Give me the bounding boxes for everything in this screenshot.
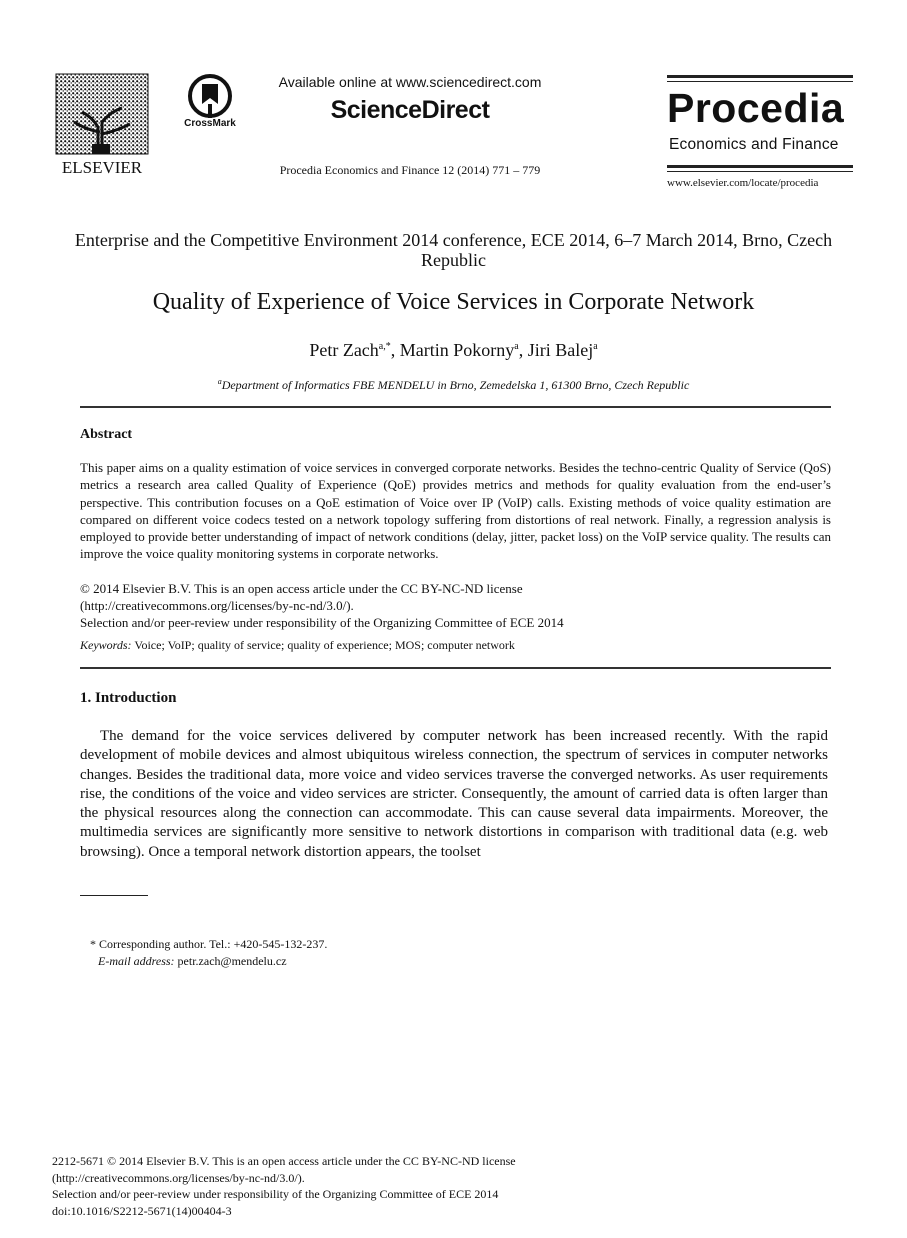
email-label: E-mail address: <box>98 954 175 968</box>
license-block <box>80 580 831 631</box>
conference-line: Enterprise and the Competitive Environment 2014 conference, ECE 2014, 6–7 March 2014, Brno, Czech Republic <box>74 230 833 270</box>
sciencedirect-brand: ScienceDirect <box>330 96 490 124</box>
divider <box>80 667 831 669</box>
publication-info <box>52 1153 752 1219</box>
footnote-corresponding-author: * Corresponding author. Tel.: +420-545-132-237. <box>90 937 328 951</box>
procedia-top-rule <box>667 75 853 78</box>
license-link[interactable]: (http://creativecommons.org/licenses/by-nc-nd/3.0/). <box>80 598 354 613</box>
keywords-label: Keywords: <box>80 638 132 652</box>
author-list: Petr Zach$^{a,*}$, Martin Pokorny$^a$, Jiri Balej$^a$ <box>309 340 598 360</box>
procedia-title: Procedia <box>667 85 845 131</box>
divider <box>80 406 831 408</box>
license-link[interactable]: (http://creativecommons.org/licenses/by-nc-nd/3.0/). <box>52 1170 305 1185</box>
abstract-body: This paper aims on a quality estimation of voice services in converged corporate networks. Besides the techno-centric Quality of Service (QoS) metrics a research area called Quality of Experience (QoE) provides metrics and methods for quality evaluation from the end-user’s perspective. This contribution focuses on a QoE estimation of Voice over IP (VoIP) calls. Existing methods of voice quality estimation are compared on different voice codecs tested on a network topology suffering from distortions of real network. Finally, a regression analysis is employed to provide better understanding of impact of network conditions (delay, jitter, packet loss) on the VoIP service quality. The results can improve the voice quality monitoring systems in corporate networks. <box>80 460 831 562</box>
email-address[interactable]: petr.zach@mendelu.cz <box>174 954 287 968</box>
footnote-rule <box>80 895 148 896</box>
affiliation-mark: a <box>217 377 222 386</box>
keywords <box>80 638 831 653</box>
section-heading: 1. Introduction <box>80 690 177 706</box>
available-online-text: Available online at www.sciencedirect.com <box>278 74 542 90</box>
paper-title: Quality of Experience of Voice Services in Corporate Network <box>152 289 755 315</box>
section-body: The demand for the voice services delivered by computer network has been increased recently. With the rapid development of mobile devices and almost ubiquitous wireless connection, the spectrum of services in computer networks changes. Besides the traditional data, more voice and video services traverse the converged networks. As user requirements rise, the conditions of the voice and video services are stricter. Consequently, the amount of carried data is often larger than the physical resources along the connection can accommodate. This can cause several data impairments. Moreover, the multimedia services are significantly more sensitive to network distortions in comparison with traditional data (e.g. web browsing). Once a temporal network distortion appears, the toolset <box>80 728 828 860</box>
procedia-bottom-rule-thin <box>667 171 853 172</box>
crossmark-icon <box>180 74 240 122</box>
crossmark-label: CrossMark <box>184 118 236 129</box>
author-affil-mark: a <box>514 341 519 352</box>
procedia-url[interactable]: www.elsevier.com/locate/procedia <box>667 177 819 189</box>
affiliation <box>60 377 847 393</box>
procedia-logo <box>667 75 853 193</box>
footnote-email <box>98 954 287 969</box>
author-name: Martin Pokorny <box>399 340 515 360</box>
author-affil-mark: a <box>593 341 598 352</box>
elsevier-logo <box>52 72 152 182</box>
author-name: Petr Zach <box>309 340 379 360</box>
elsevier-wordmark: ELSEVIER <box>61 158 143 177</box>
elsevier-tree-icon <box>52 72 152 182</box>
abstract-heading: Abstract <box>80 427 133 442</box>
author-name: Jiri Balej <box>527 340 594 360</box>
peer-review-line: Selection and/or peer-review under responsibility of the Organizing Committee of ECE 2014 <box>80 615 564 630</box>
journal-reference: Procedia Economics and Finance 12 (2014) 771 – 779 <box>279 163 541 177</box>
peer-review-line: Selection and/or peer-review under responsibility of the Organizing Committee of ECE 2014 <box>52 1187 499 1201</box>
keywords-list: Voice; VoIP; quality of service; quality of experience; MOS; computer network <box>131 638 515 652</box>
doi[interactable]: doi:10.1016/S2212-5671(14)00404-3 <box>52 1203 232 1218</box>
issn-license-line: 2212-5671 © 2014 Elsevier B.V. This is an open access article under the CC BY-NC-ND license <box>52 1154 516 1168</box>
affiliation-text: Department of Informatics FBE MENDELU in Brno, Zemedelska 1, 61300 Brno, Czech Republic <box>221 378 690 392</box>
procedia-bottom-rule <box>667 165 853 168</box>
procedia-subtitle: Economics and Finance <box>669 136 839 153</box>
license-line: © 2014 Elsevier B.V. This is an open access article under the CC BY-NC-ND license <box>80 581 523 596</box>
author-affil-mark: a,* <box>378 341 391 352</box>
procedia-top-rule-thin <box>667 81 853 82</box>
